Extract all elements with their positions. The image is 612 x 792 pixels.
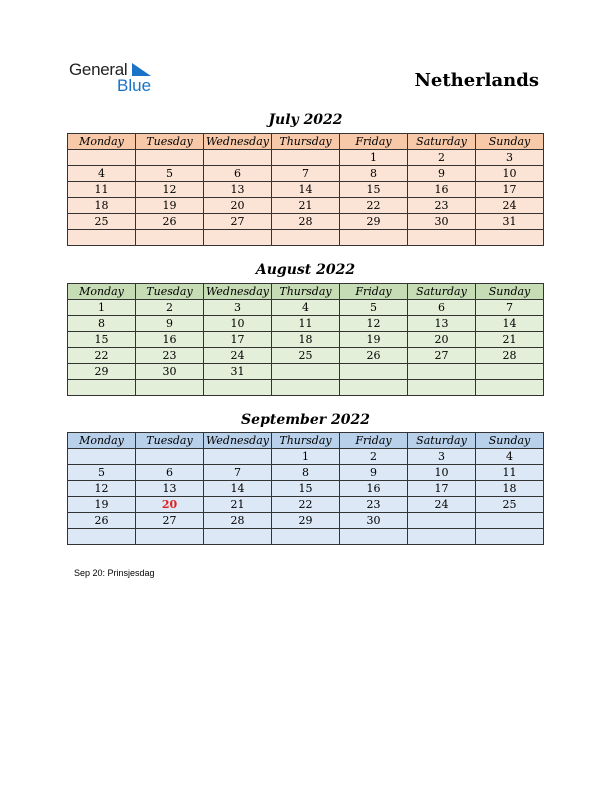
day-cell-august: 22 (68, 348, 136, 364)
day-cell-september: 13 (136, 481, 204, 497)
weekday-header: Tuesday (136, 134, 204, 150)
weekday-header: Tuesday (136, 433, 204, 449)
day-cell-august: 5 (340, 300, 408, 316)
day-cell-september: 17 (408, 481, 476, 497)
day-cell-september: 29 (272, 513, 340, 529)
day-cell-september: 18 (476, 481, 544, 497)
day-cell-september: 25 (476, 497, 544, 513)
day-cell-july (204, 230, 272, 246)
day-cell-september: 21 (204, 497, 272, 513)
day-cell-july: 4 (68, 166, 136, 182)
day-cell-july (272, 150, 340, 166)
day-cell-august: 1 (68, 300, 136, 316)
weekday-header: Saturday (408, 433, 476, 449)
weekday-header: Sunday (476, 433, 544, 449)
week-row (68, 513, 544, 529)
day-cell-august: 9 (136, 316, 204, 332)
day-cell-august (204, 380, 272, 396)
day-cell-july (272, 230, 340, 246)
day-cell-august: 31 (204, 364, 272, 380)
day-cell-july: 1 (340, 150, 408, 166)
weekday-header: Wednesday (204, 284, 272, 300)
day-cell-july: 16 (408, 182, 476, 198)
day-cell-september (476, 529, 544, 545)
weekday-header: Tuesday (136, 284, 204, 300)
week-row (68, 465, 544, 481)
week-row (68, 497, 544, 513)
week-row (68, 348, 544, 364)
week-row (68, 230, 544, 246)
day-cell-september: 9 (340, 465, 408, 481)
day-cell-september: 2 (340, 449, 408, 465)
calendar-september (67, 432, 544, 545)
day-cell-july: 23 (408, 198, 476, 214)
day-cell-august (476, 380, 544, 396)
day-cell-august: 16 (136, 332, 204, 348)
day-cell-september: 1 (272, 449, 340, 465)
day-cell-august: 8 (68, 316, 136, 332)
week-row (68, 316, 544, 332)
day-cell-september: 27 (136, 513, 204, 529)
day-cell-july: 19 (136, 198, 204, 214)
day-cell-july: 10 (476, 166, 544, 182)
day-cell-august: 2 (136, 300, 204, 316)
holiday-notes: Sep 20: Prinsjesdag (74, 568, 155, 578)
day-cell-august (408, 364, 476, 380)
week-row (68, 529, 544, 545)
week-row (68, 166, 544, 182)
day-cell-august: 24 (204, 348, 272, 364)
weekday-header: Friday (340, 284, 408, 300)
weekday-header: Friday (340, 433, 408, 449)
week-row (68, 481, 544, 497)
day-cell-july (68, 150, 136, 166)
day-cell-september (136, 449, 204, 465)
day-cell-august: 26 (340, 348, 408, 364)
day-cell-september: 3 (408, 449, 476, 465)
day-cell-september (408, 513, 476, 529)
weekday-header: Wednesday (204, 134, 272, 150)
day-cell-august: 14 (476, 316, 544, 332)
day-cell-july: 7 (272, 166, 340, 182)
day-cell-august: 11 (272, 316, 340, 332)
day-cell-september: 14 (204, 481, 272, 497)
day-cell-august: 19 (340, 332, 408, 348)
day-cell-july (408, 230, 476, 246)
day-cell-july (204, 150, 272, 166)
day-cell-july: 20 (204, 198, 272, 214)
month-title-august: August 2022 (255, 262, 356, 278)
week-row (68, 380, 544, 396)
day-cell-september (476, 513, 544, 529)
day-cell-august: 17 (204, 332, 272, 348)
day-cell-july: 2 (408, 150, 476, 166)
day-cell-july: 28 (272, 214, 340, 230)
day-cell-july (476, 230, 544, 246)
day-cell-july: 8 (340, 166, 408, 182)
day-cell-july: 21 (272, 198, 340, 214)
day-cell-august: 15 (68, 332, 136, 348)
day-cell-july: 14 (272, 182, 340, 198)
day-cell-september: 7 (204, 465, 272, 481)
day-cell-august: 4 (272, 300, 340, 316)
day-cell-september: 5 (68, 465, 136, 481)
weekday-header: Saturday (408, 284, 476, 300)
day-cell-september: 4 (476, 449, 544, 465)
day-cell-july (136, 230, 204, 246)
day-cell-september: 16 (340, 481, 408, 497)
day-cell-september: 24 (408, 497, 476, 513)
week-row (68, 198, 544, 214)
logo-text-blue: Blue (117, 76, 152, 95)
day-cell-august: 10 (204, 316, 272, 332)
day-cell-september: 28 (204, 513, 272, 529)
weekday-header-row (68, 284, 544, 300)
day-cell-august: 3 (204, 300, 272, 316)
week-row (68, 182, 544, 198)
day-cell-august: 7 (476, 300, 544, 316)
weekday-header: Thursday (272, 134, 340, 150)
day-cell-september: 19 (68, 497, 136, 513)
day-cell-august: 29 (68, 364, 136, 380)
day-cell-august: 28 (476, 348, 544, 364)
day-cell-july: 31 (476, 214, 544, 230)
logo-text-general: General (69, 60, 128, 79)
weekday-header: Wednesday (204, 433, 272, 449)
weekday-header: Friday (340, 134, 408, 150)
day-cell-september: 10 (408, 465, 476, 481)
day-cell-august (68, 380, 136, 396)
day-cell-september: 6 (136, 465, 204, 481)
calendar-july (67, 133, 544, 246)
weekday-header: Sunday (476, 134, 544, 150)
day-cell-july: 30 (408, 214, 476, 230)
day-cell-august (272, 364, 340, 380)
day-cell-july: 12 (136, 182, 204, 198)
day-cell-september (204, 529, 272, 545)
day-cell-august: 18 (272, 332, 340, 348)
day-cell-july: 13 (204, 182, 272, 198)
calendar-august (67, 283, 544, 396)
day-cell-august (408, 380, 476, 396)
day-cell-september (340, 529, 408, 545)
day-cell-july: 27 (204, 214, 272, 230)
day-cell-august (340, 380, 408, 396)
day-cell-july: 25 (68, 214, 136, 230)
day-cell-august: 27 (408, 348, 476, 364)
weekday-header-row (68, 433, 544, 449)
day-cell-september (68, 449, 136, 465)
month-title-july: July 2022 (268, 112, 343, 128)
week-row (68, 214, 544, 230)
day-cell-july: 24 (476, 198, 544, 214)
day-cell-july: 5 (136, 166, 204, 182)
weekday-header: Monday (68, 134, 136, 150)
week-row (68, 300, 544, 316)
day-cell-july: 17 (476, 182, 544, 198)
day-cell-august: 23 (136, 348, 204, 364)
day-cell-september (204, 449, 272, 465)
country-title: Netherlands (414, 70, 539, 91)
day-cell-august (476, 364, 544, 380)
day-cell-september (408, 529, 476, 545)
day-cell-july (68, 230, 136, 246)
day-cell-september (272, 529, 340, 545)
day-cell-august: 30 (136, 364, 204, 380)
day-cell-september: 30 (340, 513, 408, 529)
day-cell-september: 26 (68, 513, 136, 529)
day-cell-july: 6 (204, 166, 272, 182)
day-cell-july: 29 (340, 214, 408, 230)
day-cell-august: 25 (272, 348, 340, 364)
logo (69, 60, 164, 96)
month-title-september: September 2022 (241, 412, 370, 428)
day-cell-september: 12 (68, 481, 136, 497)
day-cell-august: 21 (476, 332, 544, 348)
weekday-header: Saturday (408, 134, 476, 150)
day-cell-august: 20 (408, 332, 476, 348)
day-cell-september (136, 529, 204, 545)
day-cell-july: 15 (340, 182, 408, 198)
day-cell-july: 9 (408, 166, 476, 182)
day-cell-september: 15 (272, 481, 340, 497)
day-cell-july: 11 (68, 182, 136, 198)
week-row (68, 449, 544, 465)
day-cell-july: 18 (68, 198, 136, 214)
day-cell-august: 12 (340, 316, 408, 332)
week-row (68, 332, 544, 348)
week-row (68, 150, 544, 166)
weekday-header-row (68, 134, 544, 150)
day-cell-august (136, 380, 204, 396)
day-cell-july: 22 (340, 198, 408, 214)
logo-triangle-icon (132, 63, 152, 77)
day-cell-july (340, 230, 408, 246)
day-cell-august: 13 (408, 316, 476, 332)
day-cell-july: 26 (136, 214, 204, 230)
day-cell-september: 8 (272, 465, 340, 481)
day-cell-september: 11 (476, 465, 544, 481)
day-cell-july: 3 (476, 150, 544, 166)
day-cell-september: 22 (272, 497, 340, 513)
day-cell-august (272, 380, 340, 396)
weekday-header: Monday (68, 284, 136, 300)
week-row (68, 364, 544, 380)
holiday-day-cell: 20 (136, 497, 204, 513)
day-cell-september: 23 (340, 497, 408, 513)
weekday-header: Monday (68, 433, 136, 449)
day-cell-august (340, 364, 408, 380)
day-cell-july (136, 150, 204, 166)
day-cell-september (68, 529, 136, 545)
weekday-header: Thursday (272, 433, 340, 449)
day-cell-august: 6 (408, 300, 476, 316)
weekday-header: Sunday (476, 284, 544, 300)
weekday-header: Thursday (272, 284, 340, 300)
